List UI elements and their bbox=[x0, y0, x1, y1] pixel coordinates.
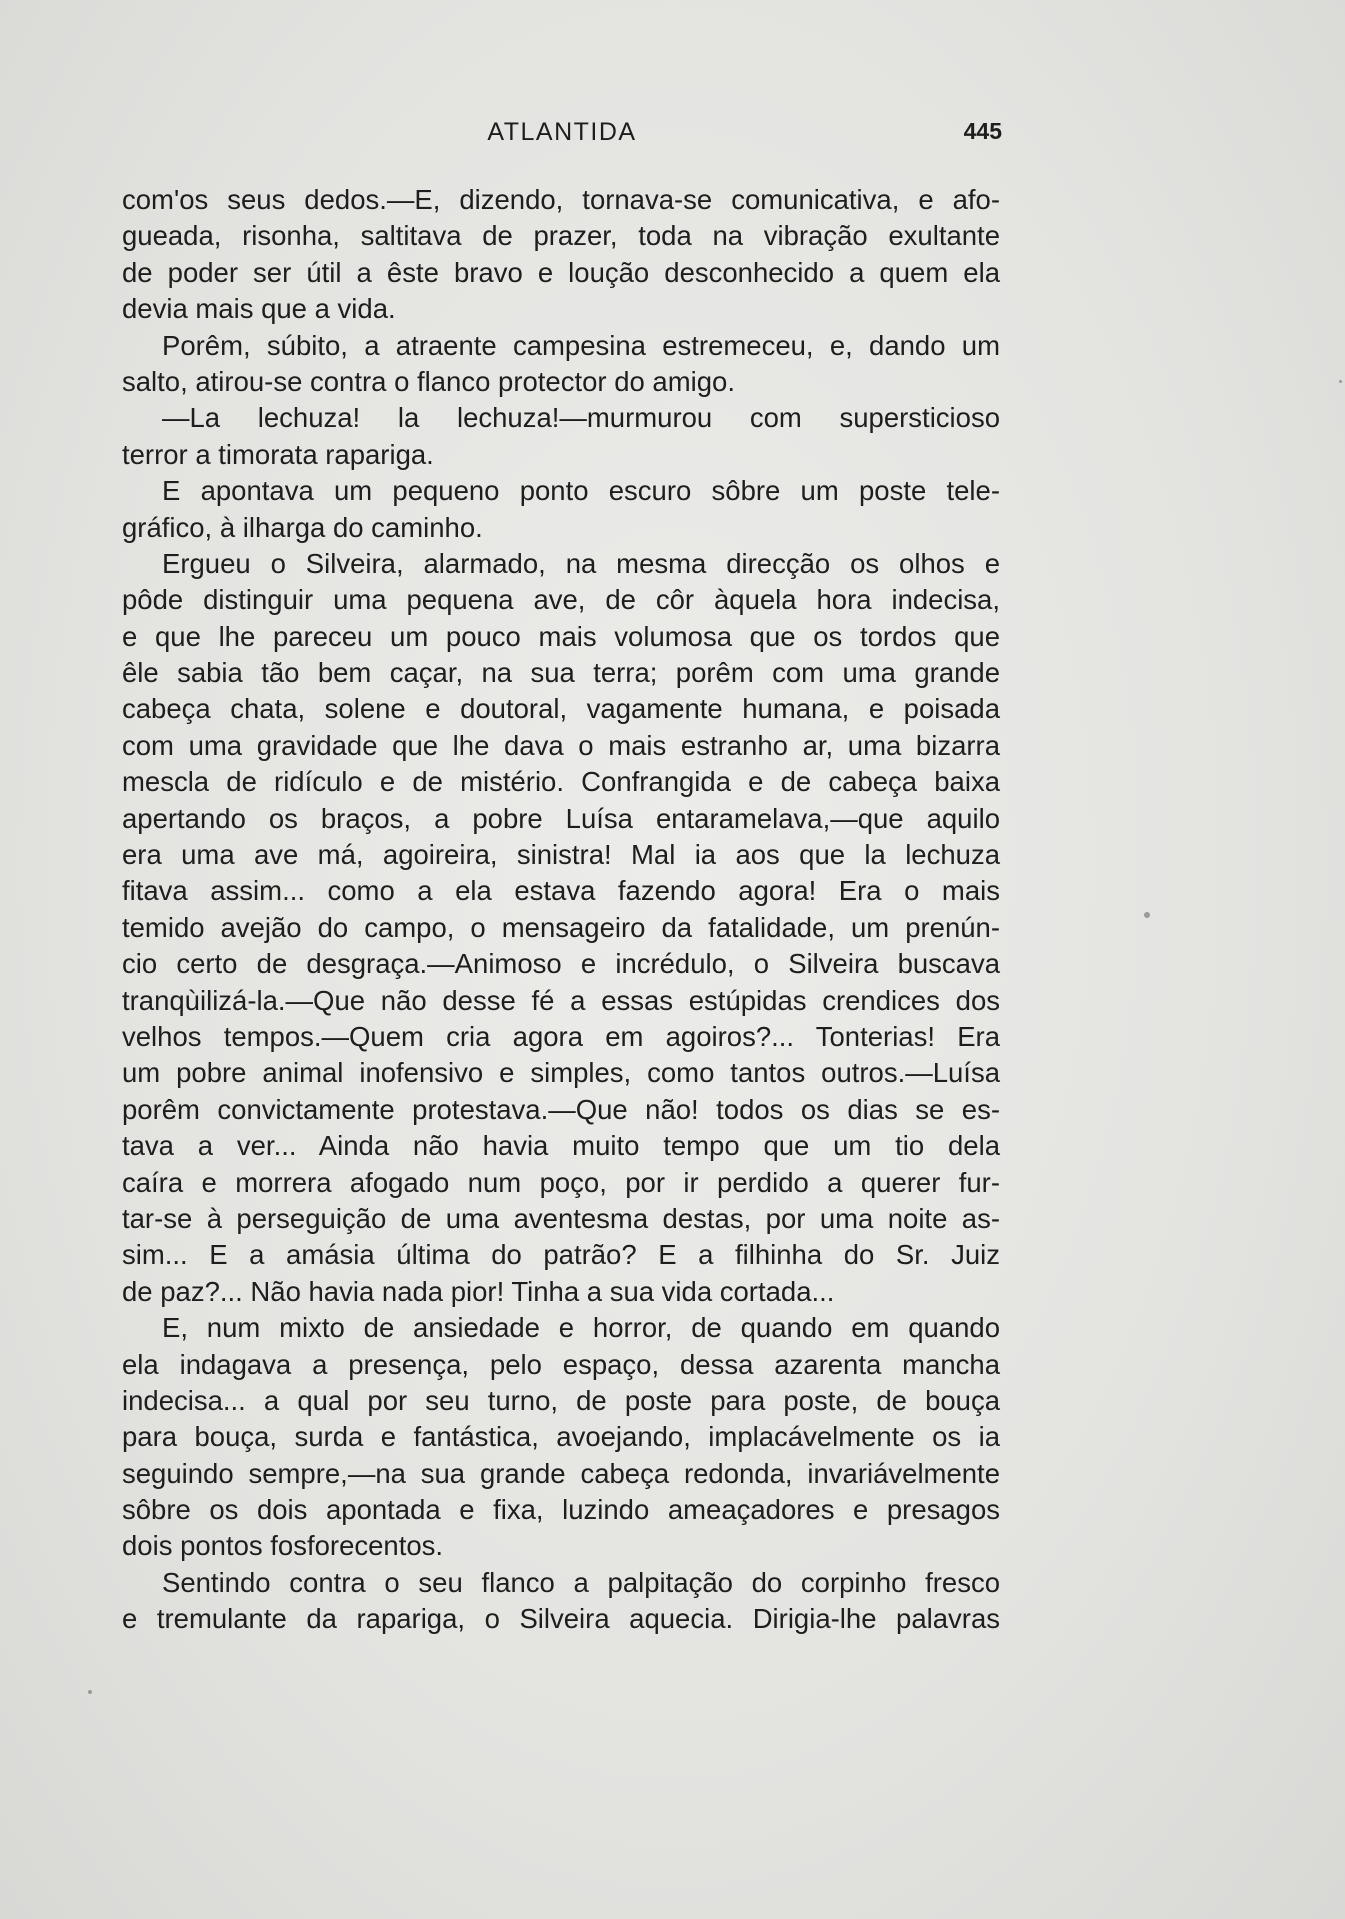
text-line: de paz?... Não havia nada pior! Tinha a sua vida cortada... bbox=[122, 1275, 835, 1307]
text-line: Sentindo contra o seu flanco a palpitação do corpinho fresco bbox=[162, 1566, 1000, 1598]
page-number: 445 bbox=[963, 118, 1002, 144]
text-line: de poder ser útil a êste bravo e loução desconhecido a quem ela bbox=[122, 256, 1000, 288]
text-line: para bouça, surda e fantástica, avoejando, implacávelmente os ia bbox=[122, 1421, 1000, 1453]
text-line: dois pontos fosforecentos. bbox=[122, 1530, 444, 1562]
text-line: um pobre animal inofensivo e simples, como tantos outros.—Luísa bbox=[122, 1057, 1000, 1089]
text-line: cabeça chata, solene e doutoral, vagamente humana, e poisada bbox=[122, 693, 1000, 725]
text-line: fitava assim... como a ela estava fazendo agora! Era o mais bbox=[122, 875, 1000, 907]
text-line: tranqùilizá-la.—Que não desse fé a essas estúpidas crendices dos bbox=[122, 984, 1000, 1016]
text-line: com'os seus dedos.—E, dizendo, tornava-se comunicativa, e afo- bbox=[122, 184, 1000, 215]
text-line: caíra e morrera afogado num poço, por ir perdido a querer fur- bbox=[122, 1166, 1000, 1198]
text-line: terror a timorata rapariga. bbox=[122, 438, 434, 470]
running-header bbox=[122, 118, 1002, 158]
text-line: gueada, risonha, saltitava de prazer, toda na vibração exultante bbox=[122, 220, 1000, 252]
text-line: êle sabia tão bem caçar, na sua terra; porêm com uma grande bbox=[122, 657, 1000, 689]
text-line: —La lechuza! la lechuza!—murmurou com supersticioso bbox=[162, 402, 1000, 434]
text-line: devia mais que a vida. bbox=[122, 293, 396, 325]
text-line: apertando os braços, a pobre Luísa entaramelava,—que aquilo bbox=[122, 802, 1000, 834]
text-line: E, num mixto de ansiedade e horror, de quando em quando bbox=[162, 1312, 1000, 1344]
text-line: porêm convictamente protestava.—Que não! todos os dias se es- bbox=[122, 1093, 1000, 1125]
text-line: tar-se à perseguição de uma aventesma destas, por uma noite as- bbox=[122, 1202, 1000, 1234]
text-line: tava a ver... Ainda não havia muito tempo que um tio dela bbox=[122, 1130, 1000, 1162]
paper-speck bbox=[88, 1690, 92, 1694]
text-line: sim... E a amásia última do patrão? E a filhinha do Sr. Juiz bbox=[122, 1239, 1000, 1271]
text-line: indecisa... a qual por seu turno, de poste para poste, de bouça bbox=[122, 1384, 1000, 1416]
text-line: ela indagava a presença, pelo espaço, dessa azarenta mancha bbox=[122, 1348, 1000, 1380]
text-line: velhos tempos.—Quem cria agora em agoiros?... Tonterias! Era bbox=[122, 1020, 1000, 1052]
text-line: gráfico, à ilharga do caminho. bbox=[122, 511, 483, 543]
body-text bbox=[122, 182, 1000, 1638]
paper-speck bbox=[1339, 380, 1342, 383]
text-line: mescla de ridículo e de mistério. Confrangida e de cabeça baixa bbox=[122, 766, 1000, 798]
text-line: pôde distinguir uma pequena ave, de côr àquela hora indecisa, bbox=[122, 584, 1000, 616]
running-title: ATLANTIDA bbox=[487, 118, 637, 146]
text-line: E apontava um pequeno ponto escuro sôbre um poste tele- bbox=[162, 475, 1000, 507]
text-line: Porêm, súbito, a atraente campesina estremeceu, e, dando um bbox=[162, 329, 1000, 361]
paper-speck bbox=[1144, 912, 1150, 918]
text-line: cio certo de desgraça.—Animoso e incrédulo, o Silveira buscava bbox=[122, 948, 1000, 980]
text-line: e tremulante da rapariga, o Silveira aquecia. Dirigia-lhe palavras bbox=[122, 1603, 1000, 1635]
text-line: era uma ave má, agoireira, sinistra! Mal ia aos que la lechuza bbox=[122, 839, 1000, 871]
text-line: salto, atirou-se contra o flanco protector do amigo. bbox=[122, 365, 735, 397]
text-line: com uma gravidade que lhe dava o mais estranho ar, uma bizarra bbox=[122, 729, 1000, 761]
text-line: temido avejão do campo, o mensageiro da fatalidade, um prenún- bbox=[122, 911, 1000, 943]
text-line: e que lhe pareceu um pouco mais volumosa que os tordos que bbox=[122, 620, 1000, 652]
text-line: seguindo sempre,—na sua grande cabeça redonda, invariávelmente bbox=[122, 1457, 1000, 1489]
text-line: sôbre os dois apontada e fixa, luzindo ameaçadores e presagos bbox=[122, 1494, 1000, 1526]
text-line: Ergueu o Silveira, alarmado, na mesma direcção os olhos e bbox=[162, 547, 1000, 579]
